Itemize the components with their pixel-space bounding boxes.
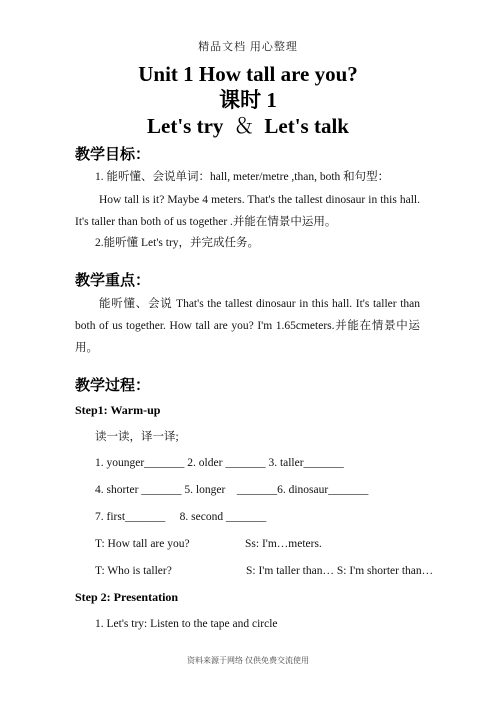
step2-item-1: 1. Let's try: Listen to the tape and circle [95, 618, 278, 630]
process-heading: 教学过程： [75, 378, 151, 394]
step1-heading: Step1: Warm-up [75, 403, 161, 417]
vocab-row-3: 7. first_______ 8. second _______ [95, 511, 267, 523]
objective-item-1: 1. 能听懂、会说单词：hall, meter/metre ,than, both 和句型： [95, 171, 390, 183]
vocab-row-2: 4. shorter _______ 5. longer _______6. dinosaur_______ [95, 484, 369, 496]
section-title-part-a: Let's try [147, 114, 224, 138]
page-footer: 资料来源于网络 仅供免费交流使用 [187, 656, 309, 665]
vocab-row-1: 1. younger_______ 2. older _______ 3. taller_______ [95, 457, 344, 469]
step1-intro: 读一读，译一译; [95, 431, 179, 443]
page-header: 精品文档 用心整理 [198, 41, 298, 53]
key-points-heading: 教学重点： [75, 273, 151, 289]
lesson-title: 课时 1 [219, 88, 277, 112]
dialog-1-students: Ss: I'm…meters. [245, 538, 322, 550]
dialog-2-teacher: T: Who is taller? [95, 565, 172, 577]
objectives-heading: 教学目标： [75, 147, 151, 163]
objective-item-1-sentences: How tall is it? Maybe 4 meters. That's the tallest dinosaur in this hall. It's taller than both of us together .并能在情景中运用。 [75, 194, 420, 228]
step2-heading: Step 2: Presentation [75, 590, 179, 604]
key-points-paragraph: 能听懂、会说 That's the tallest dinosaur in this hall. It's taller than both of us together. How tall are you? I'm 1.65cmeters.并能在情景中运用。 [75, 298, 420, 354]
unit-title: Unit 1 How tall are you? [138, 62, 358, 86]
ampersand: ＆ [233, 114, 255, 138]
objective-item-2: 2.能听懂 Let's try，并完成任务。 [95, 237, 260, 249]
section-title [0, 113, 496, 139]
section-title-part-b: Let's talk [264, 114, 349, 138]
dialog-1-teacher: T: How tall are you? [95, 538, 190, 550]
dialog-2-students: S: I'm taller than… S: I'm shorter than… [246, 565, 434, 577]
